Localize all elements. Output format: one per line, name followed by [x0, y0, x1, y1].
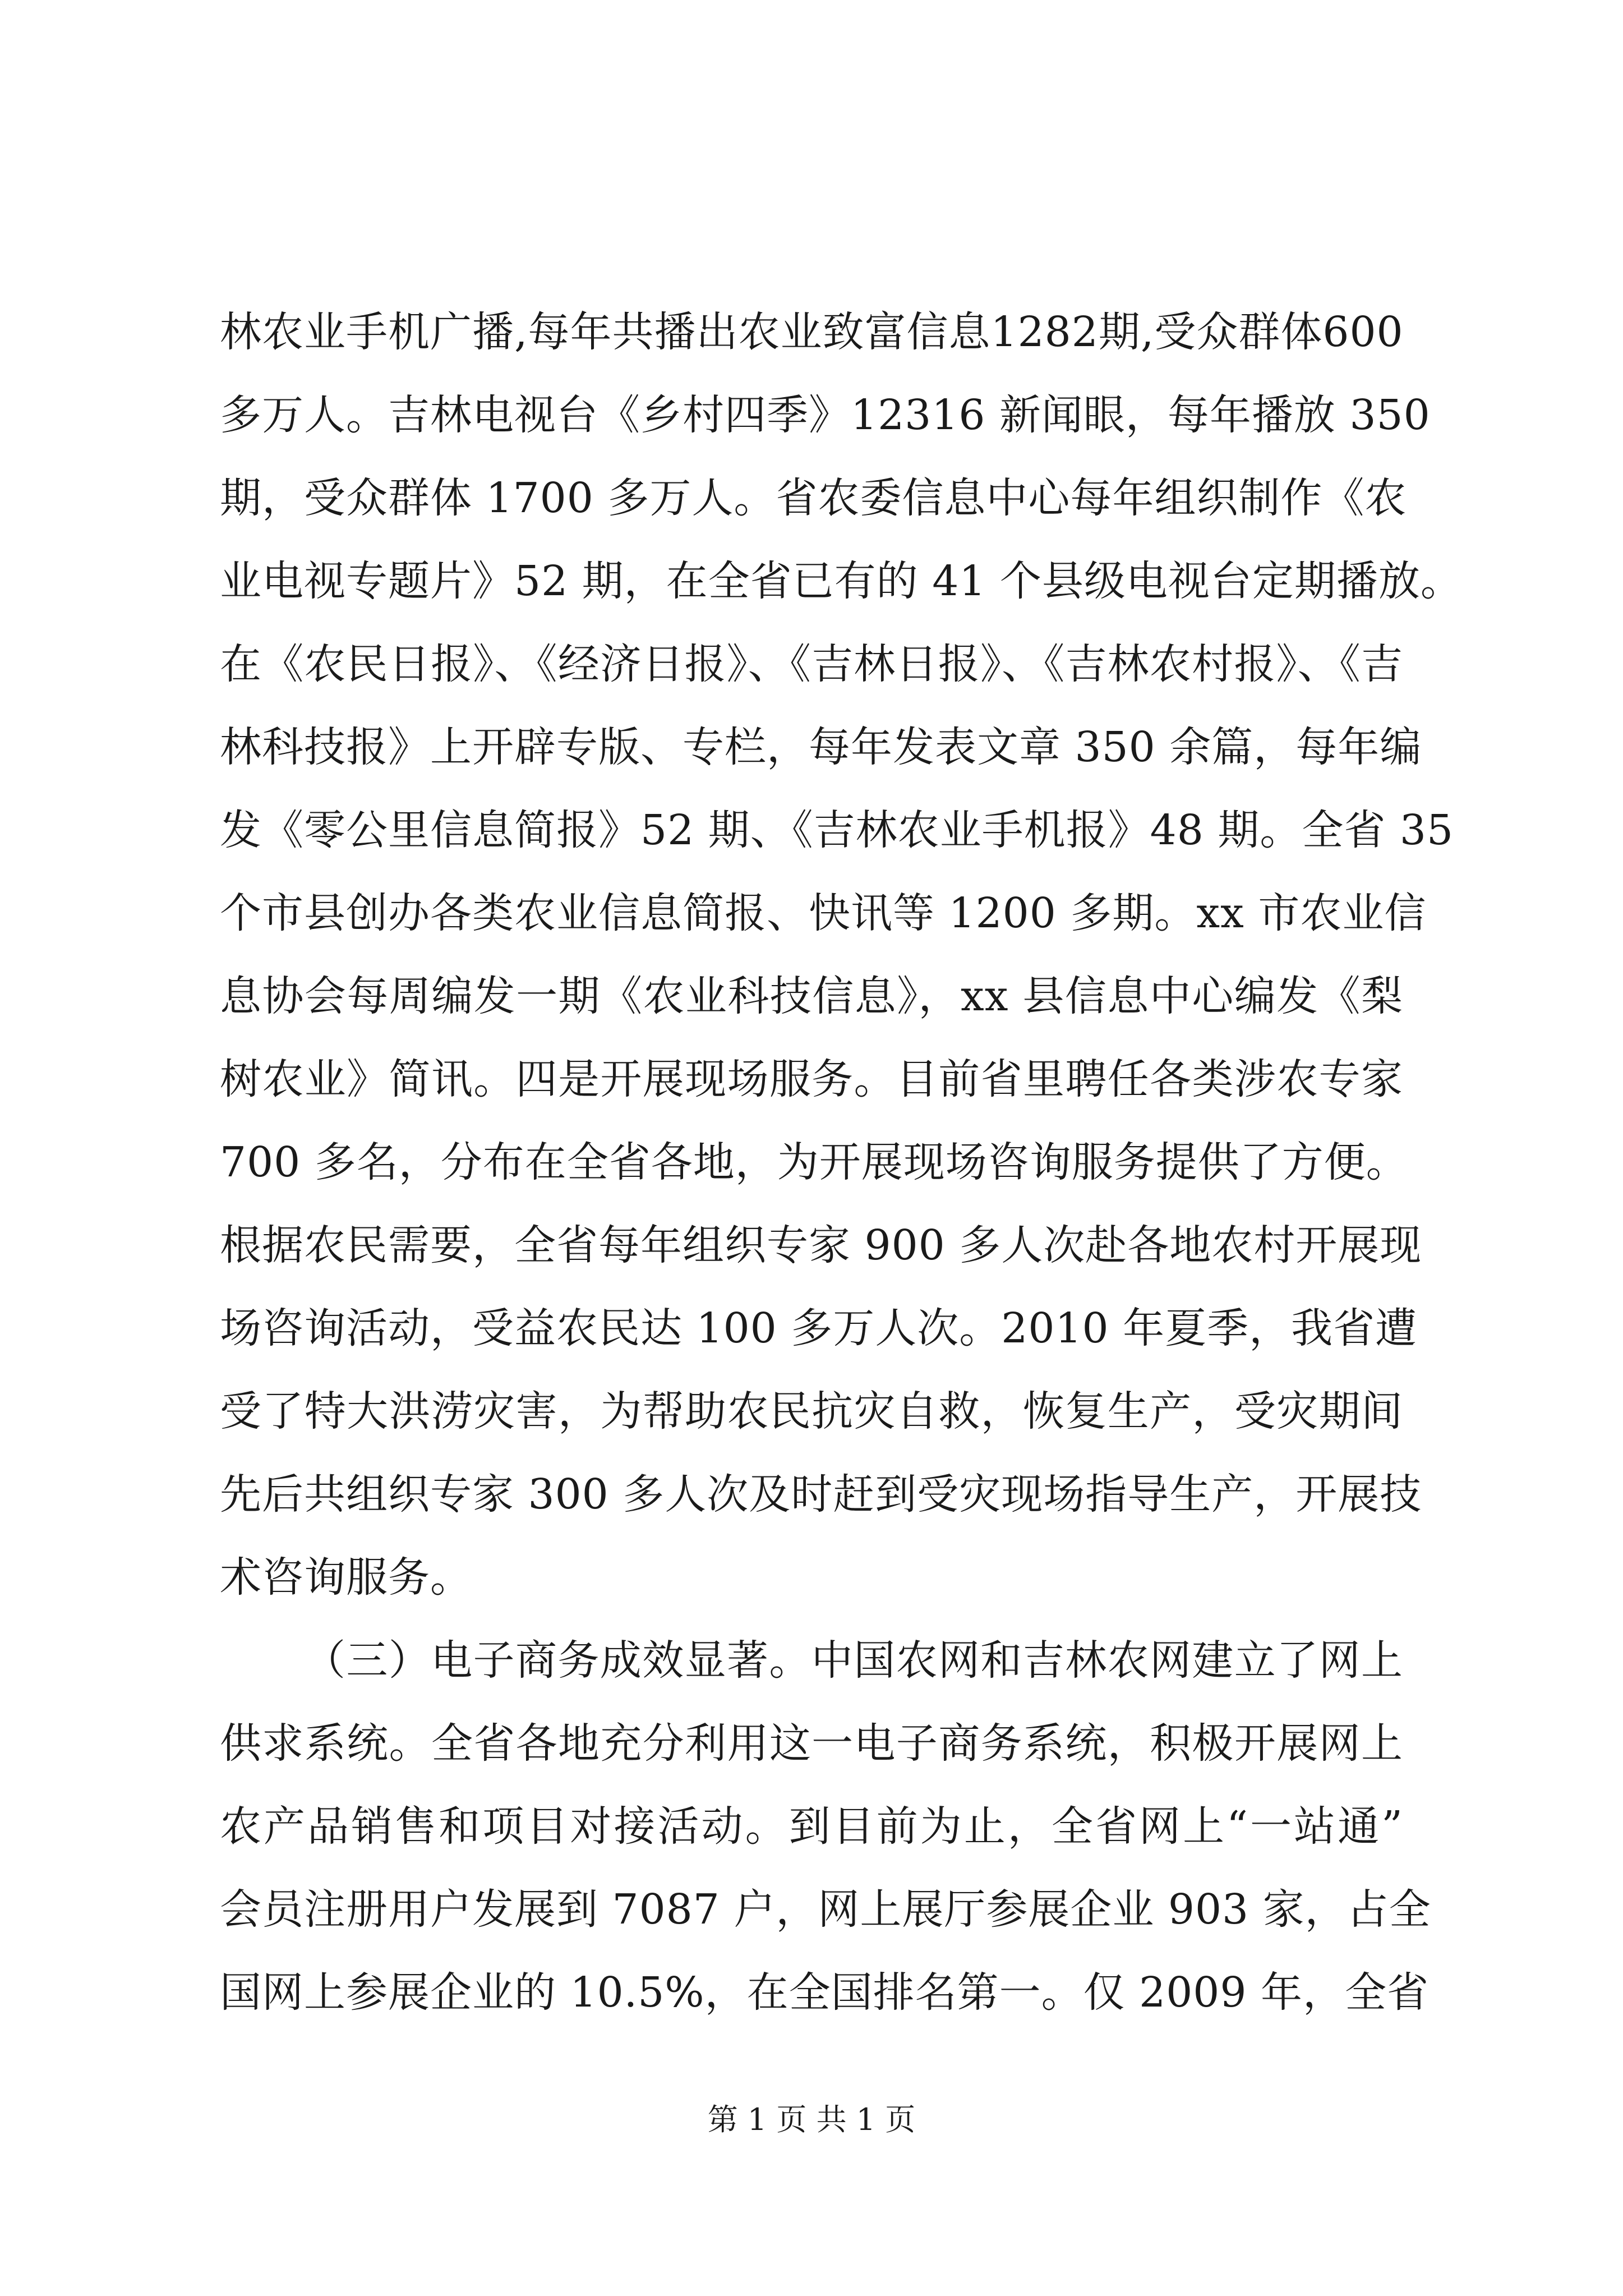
text-line: 林农业手机广播,每年共播出农业致富信息1282期,受众群体600: [220, 308, 1404, 356]
section-heading-line: （三）电子商务成效显著。中国农网和吉林农网建立了网上: [304, 1636, 1403, 1685]
text-line: 会员注册用户发展到 7087 户，网上展厅参展企业 903 家，占全: [220, 1885, 1431, 1934]
text-line: 业电视专题片》52 期，在全省已有的 41 个县级电视台定期播放。: [220, 557, 1463, 605]
text-line: 先后共组织专家 300 多人次及时赶到受灾现场指导生产，开展技: [220, 1470, 1422, 1519]
text-line: 发《零公里信息简报》52 期、《吉林农业手机报》48 期。全省 35: [220, 806, 1454, 854]
text-line: 期，受众群体 1700 多万人。省农委信息中心每年组织制作《农: [220, 474, 1407, 522]
body-text: [220, 291, 1463, 2034]
text-line: 息协会每周编发一期《农业科技信息》，xx 县信息中心编发《梨: [220, 972, 1403, 1020]
text-line: 根据农民需要，全省每年组织专家 900 多人次赴各地农村开展现: [220, 1221, 1422, 1269]
paragraph-end-line: 术咨询服务。: [220, 1553, 472, 1602]
text-line: 国网上参展企业的 10.5%，在全国排名第一。仅 2009 年，全省: [220, 1968, 1429, 2017]
page-footer: 第 1 页 共 1 页: [707, 2102, 916, 2137]
text-line: 农产品销售和项目对接活动。到目前为止，全省网上“一站通”: [220, 1802, 1403, 1851]
text-line: 多万人。吉林电视台《乡村四季》12316 新闻眼，每年播放 350: [220, 391, 1431, 439]
text-line: 树农业》简讯。四是开展现场服务。目前省里聘任各类涉农专家: [220, 1055, 1403, 1103]
text-line: 林科技报》上开辟专版、专栏，每年发表文章 350 余篇，每年编: [220, 723, 1422, 771]
text-line: 供求系统。全省各地充分利用这一电子商务系统，积极开展网上: [220, 1719, 1403, 1768]
text-line: 在《农民日报》、《经济日报》、《吉林日报》、《吉林农村报》、《吉: [220, 640, 1403, 688]
text-line: 场咨询活动，受益农民达 100 多万人次。2010 年夏季，我省遭: [220, 1304, 1418, 1352]
text-line: 受了特大洪涝灾害，为帮助农民抗灾自救，恢复生产，受灾期间: [220, 1387, 1403, 1435]
text-line: 700 多名，分布在全省各地，为开展现场咨询服务提供了方便。: [220, 1138, 1408, 1186]
text-line: 个市县创办各类农业信息简报、快讯等 1200 多期。xx 市农业信: [220, 889, 1427, 937]
